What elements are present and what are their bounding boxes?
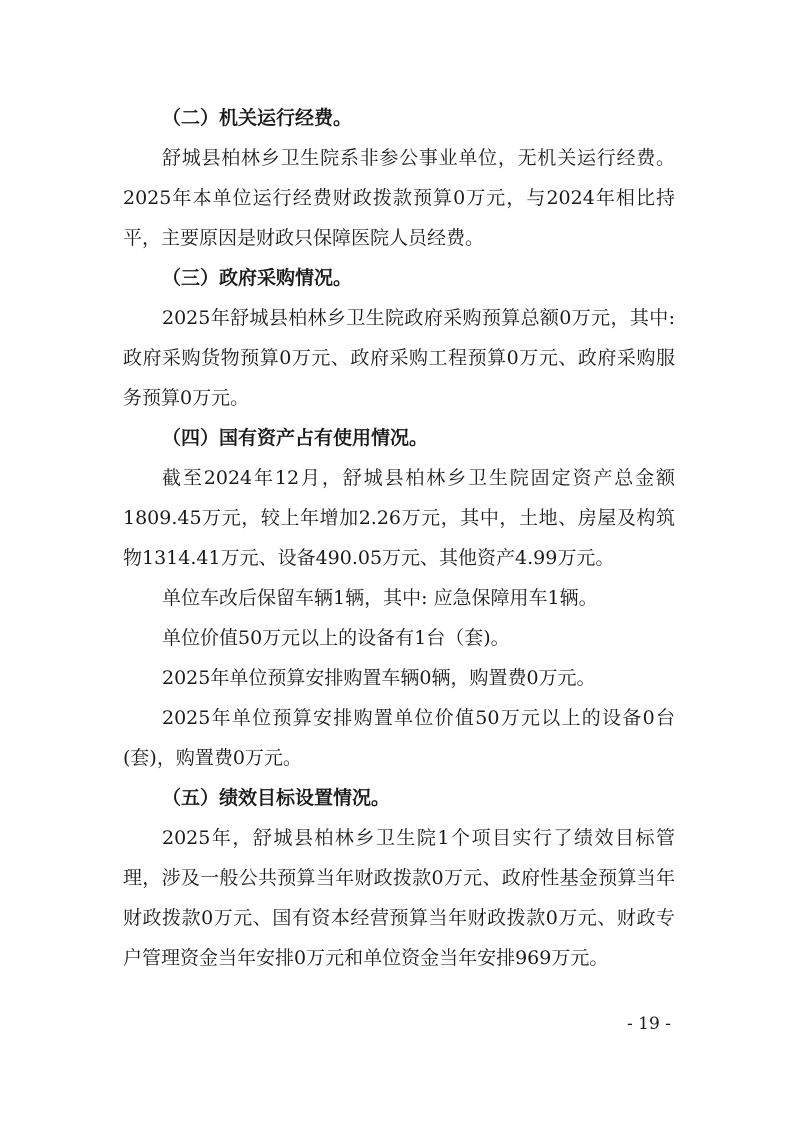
paragraph-performance-targets: 2025年，舒城县柏林乡卫生院1个项目实行了绩效目标管理，涉及一般公共预算当年财政拨款0万元、政府性基金预算当年财政拨款0万元、国有资本经营预算当年财政拨款0万元、财政专户管理资金当年安排0万元和单位资金当年安排969万元。: [123, 827, 675, 969]
paragraph-government-procurement: 2025年舒城县柏林乡卫生院政府采购预算总额0万元，其中: 政府采购货物预算0万元、政府采购工程预算0万元、政府采购服务预算0万元。: [123, 307, 675, 409]
paragraph-equipment-purchase-budget: 2025年单位预算安排购置单位价值50万元以上的设备0台(套)，购置费0万元。: [123, 707, 675, 769]
section-heading-state-assets: （四）国有资产占有使用情况。: [162, 427, 429, 449]
paragraph-fixed-assets: 截至2024年12月，舒城县柏林乡卫生院固定资产总金额1809.45万元，较上年增加2.26万元，其中，土地、房屋及构筑物1314.41万元、设备490.05万元、其他资产4.99万元。: [123, 467, 675, 569]
section-heading-operating-expenses: （二）机关运行经费。: [162, 107, 353, 129]
section-heading-performance-targets: （五）绩效目标设置情况。: [162, 787, 391, 809]
paragraph-vehicle-purchase-budget: 2025年单位预算安排购置车辆0辆，购置费0万元。: [162, 667, 596, 689]
paragraph-equipment-over-500k: 单位价值50万元以上的设备有1台（套)。: [162, 627, 510, 649]
page-number: - 19 -: [627, 1014, 671, 1034]
document-body: [123, 98, 675, 978]
paragraph-operating-expenses: 舒城县柏林乡卫生院系非参公事业单位，无机关运行经费。2025年本单位运行经费财政拨款预算0万元，与2024年相比持平，主要原因是财政只保障医院人员经费。: [123, 147, 675, 249]
paragraph-vehicles-retained: 单位车改后保留车辆1辆，其中: 应急保障用车1辆。: [162, 587, 598, 609]
section-heading-government-procurement: （三）政府采购情况。: [162, 267, 353, 289]
